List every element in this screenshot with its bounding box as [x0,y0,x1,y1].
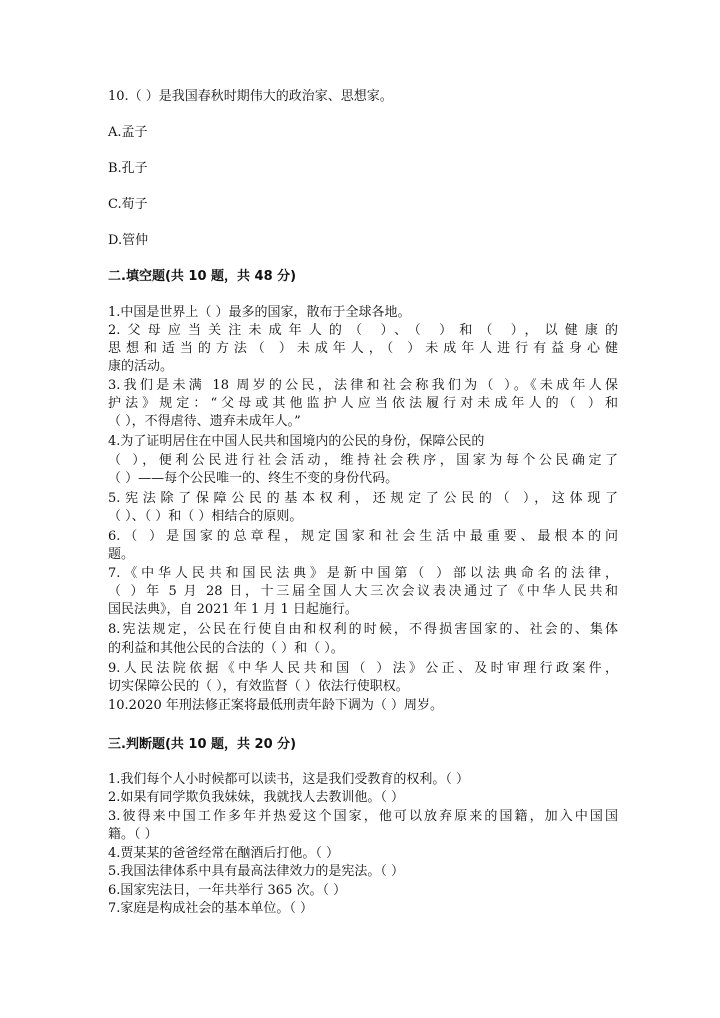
fill-line: 10.2020 年刑法修正案将最低刑责年龄下调为（ ）周岁。 [108,698,444,713]
fill-line: 国民法典》，自 2021 年 1 月 1 日起施行。 [108,602,358,617]
fill-line: 的利益和其他公民的合法的（ ）和（ ）。 [108,641,344,656]
fill-line: 4.为了证明居住在中国人民共和国境内的公民的身份，保障公民的 [108,434,485,449]
judge-line: 1.我们每个人小时候都可以读书，这是我们受教育的权利。（ ） [108,772,470,787]
section-2-heading: 二.填空题(共 10 题，共 48 分) [108,269,297,284]
fill-line: 护法》规定：“父母或其他监护人应当依法履行对未成年人的（ ）和 [108,396,618,411]
fill-line: 9.人民法院依据《中华人民共和国（ ）法》公正、及时审理行政案件， [108,661,618,676]
fill-line: （ ）——每个公民唯一的、终生不变的身份代码。 [108,471,399,486]
fill-line: 6.（ ）是国家的总章程，规定国家和社会生活中最重要、最根本的问 [108,529,618,544]
fill-line: （ ），便利公民进行社会活动，维持社会秩序，国家为每个公民确定了 [108,453,618,468]
option-d: D.管仲 [108,233,149,248]
fill-line: 7.《中华人民共和国民法典》是新中国第（ ）部以法典命名的法律， [108,566,618,581]
section-3-heading: 三.判断题(共 10 题，共 20 分) [108,737,297,752]
judge-line: 3.彼得来中国工作多年并热爱这个国家，他可以放弃原来的国籍，加入中国国 [108,809,618,824]
fill-line: （ ）年 5 月 28 日，十三届全国人大三次会议表决通过了《中华人民共和 [108,584,618,599]
fill-line: 康的活动。 [108,359,174,374]
fill-line: 8.宪法规定，公民在行使自由和权利的时候，不得损害国家的、社会的、集体 [108,622,618,637]
fill-line: 3.我们是未满 18 周岁的公民，法律和社会称我们为（ ）。《未成年人保 [108,378,618,393]
fill-line: 2.父母应当关注未成年人的（ ）、（ ）和（ ），以健康的 [108,323,618,338]
option-a: A.孟子 [108,125,148,140]
option-b: B.孔子 [108,161,148,176]
judge-line: 籍。（ ） [108,827,158,842]
fill-line: 思想和适当的方法（ ）未成年人，（ ）未成年人进行有益身心健 [108,341,618,356]
question-10-stem: 10.（ ）是我国春秋时期伟大的政治家、思想家。 [108,89,393,104]
fill-line: （ ），不得虐待、遗弃未成年人。” [108,414,301,429]
judge-line: 5.我国法律体系中具有最高法律效力的是宪法。（ ） [108,864,405,879]
fill-line: （ ）、（ ）和（ ）相结合的原则。 [108,509,303,524]
fill-line: 1.中国是世界上（ ）最多的国家，散布于全球各地。 [108,305,411,320]
judge-line: 2.如果有同学欺负我妹妹，我就找人去教训他。（ ） [108,790,405,805]
option-c: C.荀子 [108,197,148,212]
judge-line: 7.家庭是构成社会的基本单位。（ ） [108,901,314,916]
judge-line: 4.贾某某的爸爸经常在酗酒后打他。（ ） [108,846,340,861]
fill-line: 5.宪法除了保障公民的基本权利，还规定了公民的（ ），这体现了 [108,491,618,506]
fill-line: 切实保障公民的（ ），有效监督（ ）依法行使职权。 [108,679,409,694]
fill-line: 题。 [108,547,135,562]
judge-line: 6.国家宪法日，一年共举行 365 次。（ ） [108,883,347,898]
